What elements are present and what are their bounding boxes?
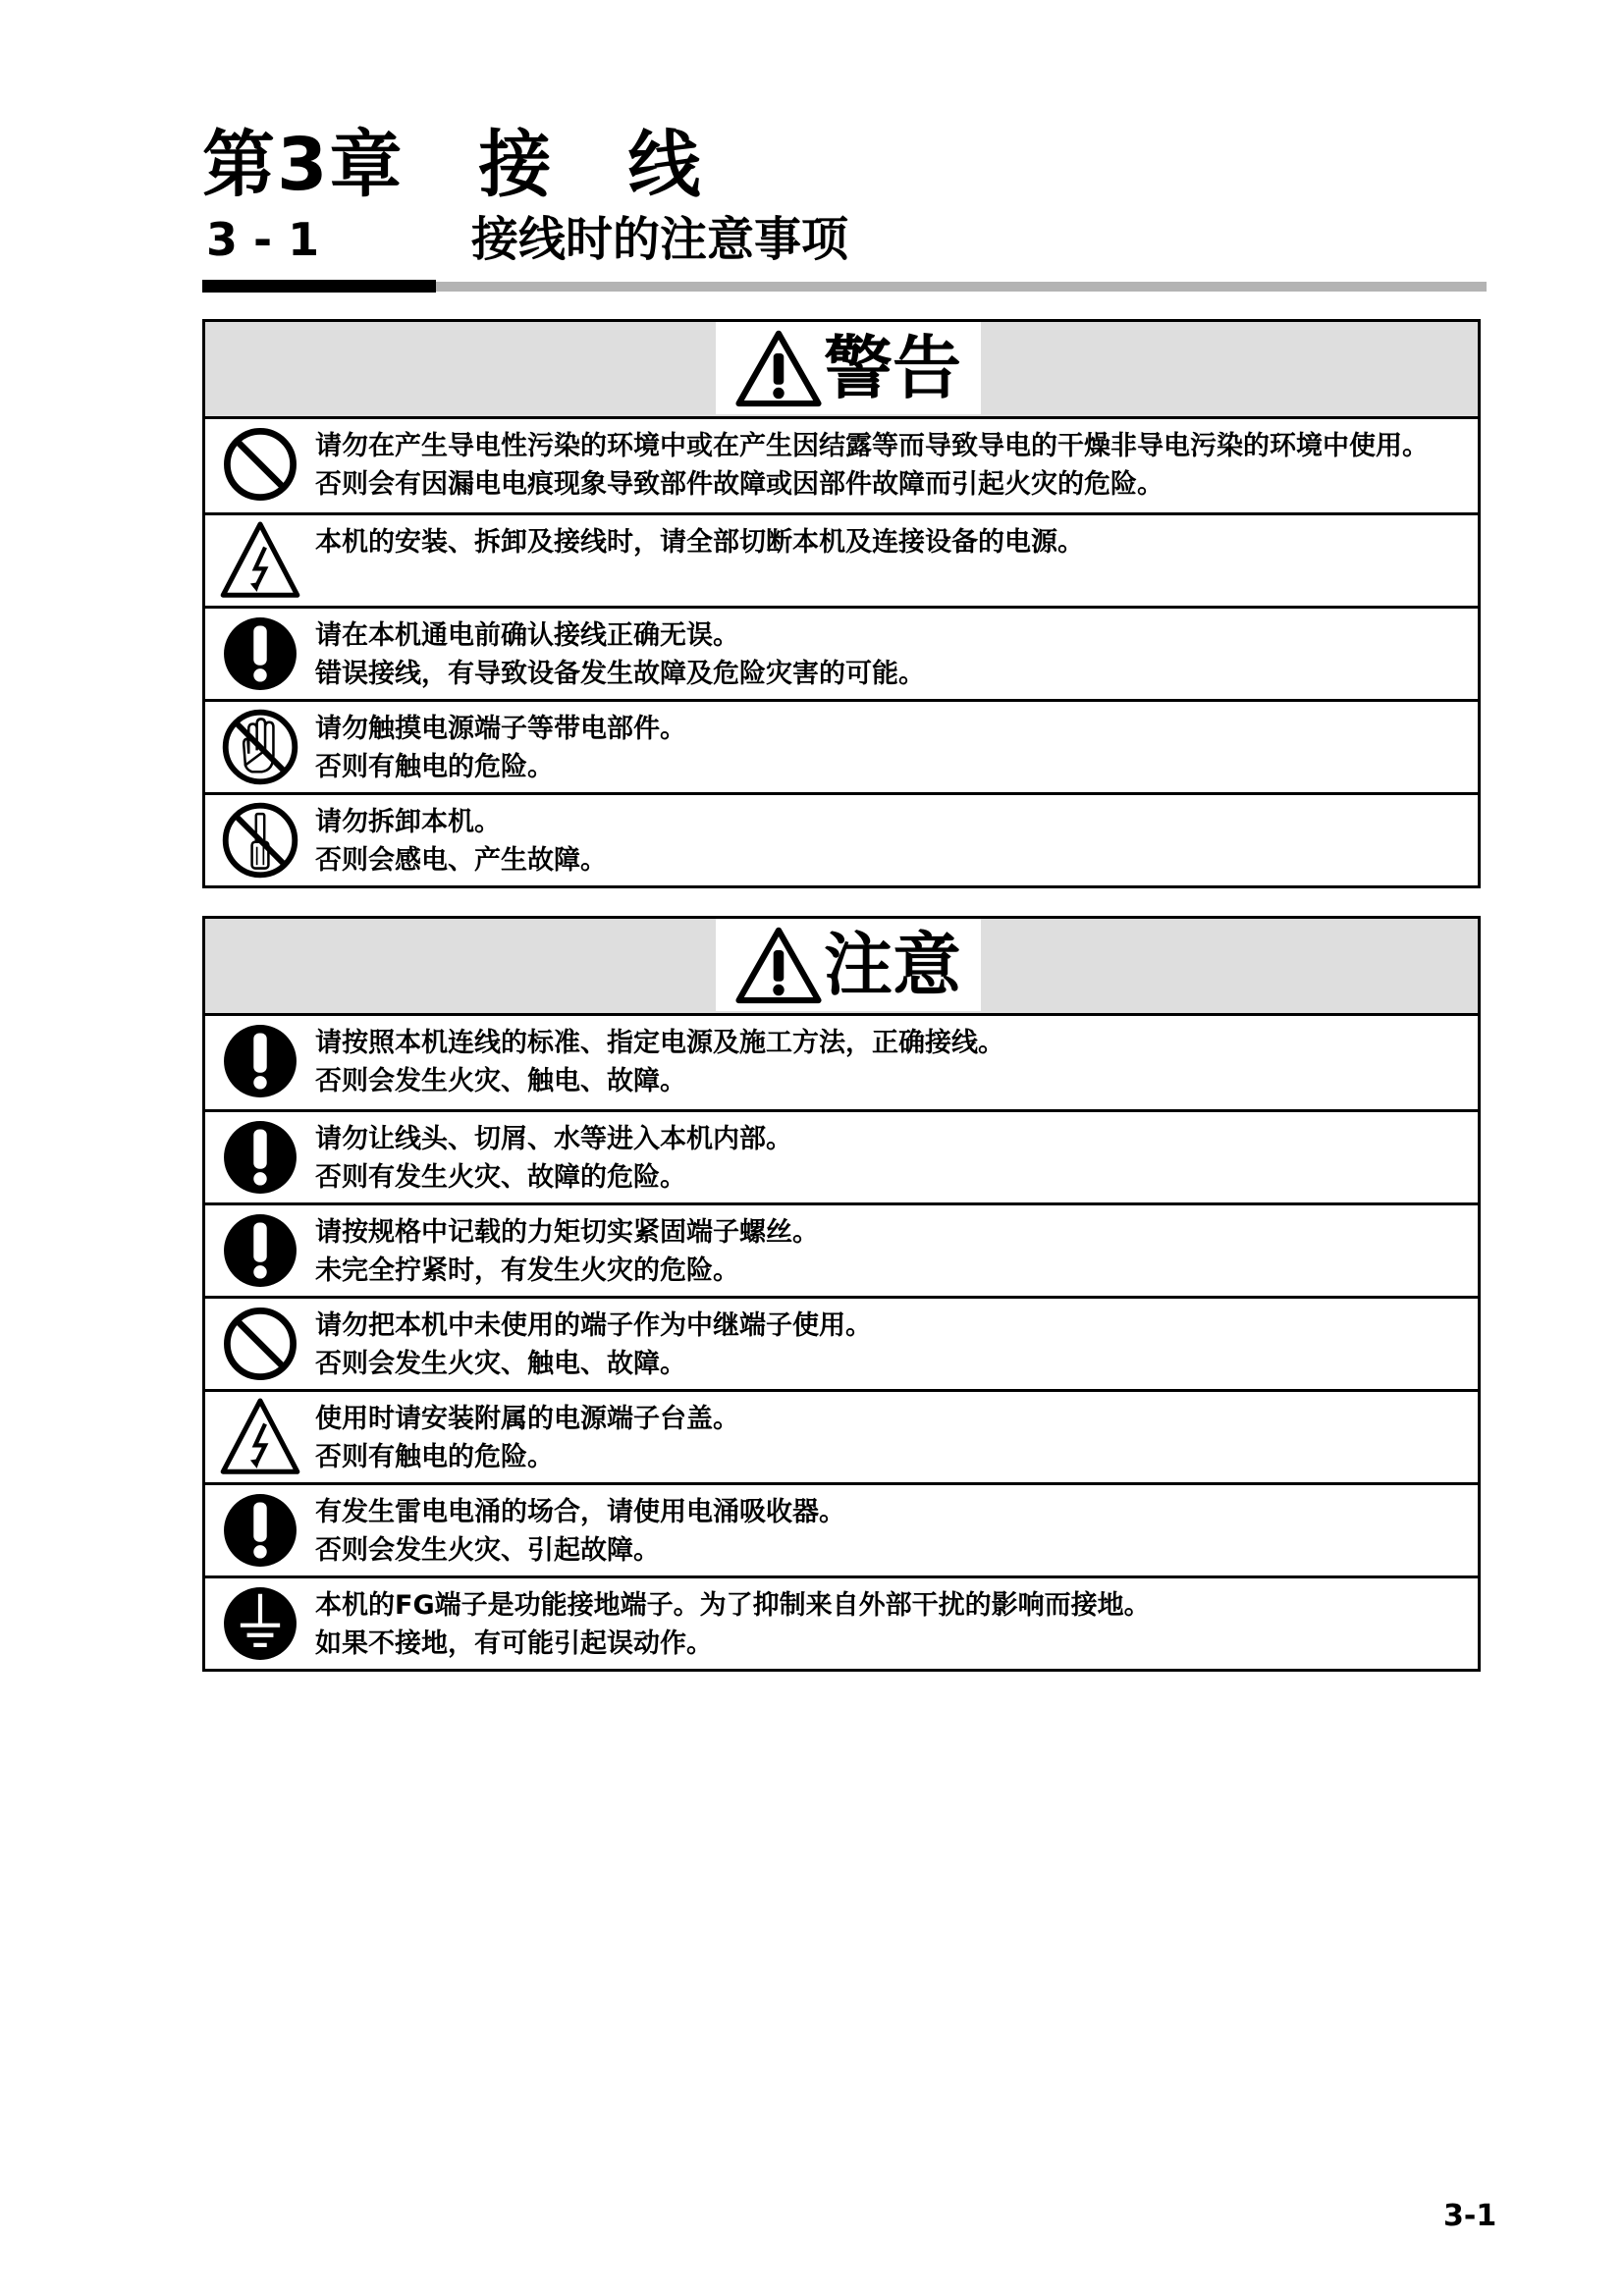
list-item [205, 1296, 1478, 1389]
item-text [315, 1016, 1004, 1100]
chapter-title: 第3章 接 线 [202, 123, 703, 207]
alert-triangle-icon [735, 926, 822, 1004]
item-line: 请按照本机连线的标准、指定电源及施工方法，正确接线。 [315, 1028, 1004, 1058]
item-line: 否则会发生火灾、引起故障。 [315, 1535, 660, 1566]
section-rule-black [202, 280, 436, 293]
section-number: 3 - 1 [206, 213, 320, 266]
item-text [315, 795, 607, 880]
item-text [315, 1578, 1151, 1663]
electric-shock-icon [205, 515, 315, 606]
item-text [315, 1299, 872, 1383]
item-line: 请勿触摸电源端子等带电部件。 [315, 714, 686, 744]
list-item [205, 1109, 1478, 1202]
list-item [205, 1575, 1478, 1669]
list-item [205, 699, 1478, 792]
item-line: 本机的安装、拆卸及接线时，请全部切断本机及连接设备的电源。 [315, 527, 1084, 558]
mandatory-icon [205, 1016, 315, 1106]
mandatory-icon [205, 1205, 315, 1296]
warning-heading: 警告 [824, 328, 961, 408]
item-line: 请勿让线头、切屑、水等进入本机内部。 [315, 1124, 792, 1154]
item-text [315, 419, 1429, 504]
warning-header-plate [716, 322, 981, 414]
prohibition-icon [205, 1299, 315, 1389]
warning-list [205, 419, 1478, 885]
ground-icon [205, 1578, 315, 1669]
list-item [205, 1389, 1478, 1482]
item-line: 如果不接地，有可能引起误动作。 [315, 1629, 713, 1659]
page-number: 3-1 [1443, 2199, 1497, 2233]
item-text [315, 515, 1084, 600]
no-disassembly-icon [205, 795, 315, 885]
item-line [315, 561, 1084, 600]
item-line: 请勿拆卸本机。 [315, 807, 501, 837]
alert-triangle-icon [735, 329, 822, 407]
item-text [315, 1392, 739, 1476]
item-line: 否则有触电的危险。 [315, 752, 554, 782]
section-rule-gray [436, 282, 1487, 292]
item-text [315, 1485, 845, 1570]
list-item [205, 512, 1478, 606]
list-item [205, 419, 1478, 512]
prohibition-icon [205, 419, 315, 509]
item-line: 请勿把本机中未使用的端子作为中继端子使用。 [315, 1310, 872, 1341]
list-item [205, 1016, 1478, 1109]
item-line: 有发生雷电电涌的场合，请使用电涌吸收器。 [315, 1497, 845, 1527]
no-touch-icon [205, 702, 315, 792]
item-line: 未完全拧紧时，有发生火灾的危险。 [315, 1255, 739, 1286]
warning-box [202, 319, 1481, 888]
item-line: 请勿在产生导电性污染的环境中或在产生因结露等而导致导电的干燥非导电污染的环境中使用。 [315, 431, 1429, 461]
list-item [205, 1482, 1478, 1575]
item-line: 错误接线，有导致设备发生故障及危险灾害的可能。 [315, 659, 925, 689]
item-line: 否则有发生火灾、故障的危险。 [315, 1162, 686, 1193]
item-line: 请在本机通电前确认接线正确无误。 [315, 620, 739, 651]
mandatory-icon [205, 1485, 315, 1575]
caution-header-plate [716, 919, 981, 1011]
item-line: 否则会感电、产生故障。 [315, 845, 607, 876]
item-line: 否则有触电的危险。 [315, 1442, 554, 1472]
list-item [205, 1202, 1478, 1296]
section-title: 接线时的注意事项 [471, 212, 849, 267]
item-text [315, 1112, 792, 1197]
caution-box [202, 916, 1481, 1672]
item-line: 否则会发生火灾、触电、故障。 [315, 1066, 686, 1096]
caution-heading: 注意 [824, 925, 961, 1005]
item-line: 本机的FG端子是功能接地端子。为了抑制来自外部干扰的影响而接地。 [315, 1590, 1151, 1621]
caution-header [205, 919, 1478, 1016]
item-text [315, 1205, 819, 1290]
item-line: 否则会有因漏电电痕现象导致部件故障或因部件故障而引起火灾的危险。 [315, 469, 1164, 500]
item-line: 否则会发生火灾、触电、故障。 [315, 1349, 686, 1379]
item-text [315, 609, 925, 693]
mandatory-icon [205, 609, 315, 699]
item-line: 使用时请安装附属的电源端子台盖。 [315, 1404, 739, 1434]
list-item [205, 606, 1478, 699]
list-item [205, 792, 1478, 885]
electric-shock-icon [205, 1392, 315, 1482]
caution-list [205, 1016, 1478, 1669]
item-line: 请按规格中记载的力矩切实紧固端子螺丝。 [315, 1217, 819, 1248]
mandatory-icon [205, 1112, 315, 1202]
warning-header [205, 322, 1478, 419]
item-text [315, 702, 686, 786]
